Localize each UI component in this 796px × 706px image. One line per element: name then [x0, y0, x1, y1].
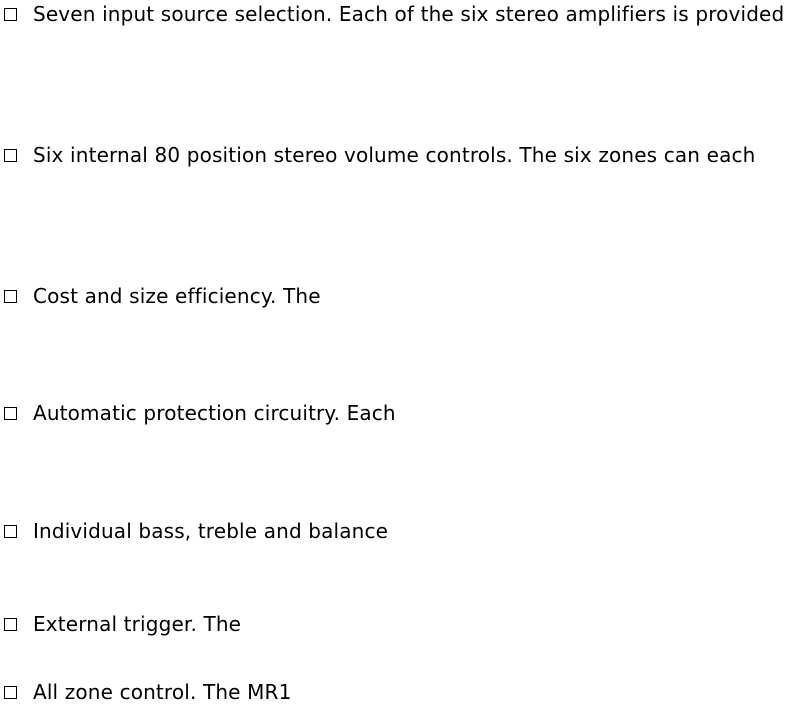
- checklist-item: [0, 282, 321, 310]
- checklist-item: [0, 141, 755, 169]
- checklist-item: [0, 517, 388, 545]
- checklist-item-text: Seven input source selection. Each of the six stereo amplifiers is provided: [33, 2, 785, 26]
- checkbox-square-icon: [4, 618, 17, 631]
- checkbox-square-icon: [4, 525, 17, 538]
- checkbox[interactable]: [1, 615, 19, 633]
- checkbox[interactable]: [1, 404, 19, 422]
- checklist-item-text: Automatic protection circuitry. Each: [33, 401, 396, 425]
- checkbox[interactable]: [1, 146, 19, 164]
- checkbox-square-icon: [4, 149, 17, 162]
- checkbox-square-icon: [4, 290, 17, 303]
- checkbox[interactable]: [1, 287, 19, 305]
- checkbox[interactable]: [1, 522, 19, 540]
- checklist-item-text: Cost and size efficiency. The: [33, 284, 321, 308]
- checklist-item-text: Individual bass, treble and balance: [33, 519, 389, 543]
- checkbox-square-icon: [4, 407, 17, 420]
- checklist-item: [0, 610, 241, 638]
- checkbox[interactable]: [1, 683, 19, 701]
- checkbox-square-icon: [4, 686, 17, 699]
- checkbox[interactable]: [1, 5, 19, 23]
- checklist-item-text: Six internal 80 position stereo volume controls. The six zones can each: [33, 143, 756, 167]
- checklist-item: [0, 678, 291, 706]
- checkbox-square-icon: [4, 8, 17, 21]
- checklist-item-text: External trigger. The: [33, 612, 242, 636]
- checklist-item-text: All zone control. The MR1: [33, 680, 292, 704]
- checklist-item: [0, 0, 784, 28]
- checklist-item: [0, 399, 396, 427]
